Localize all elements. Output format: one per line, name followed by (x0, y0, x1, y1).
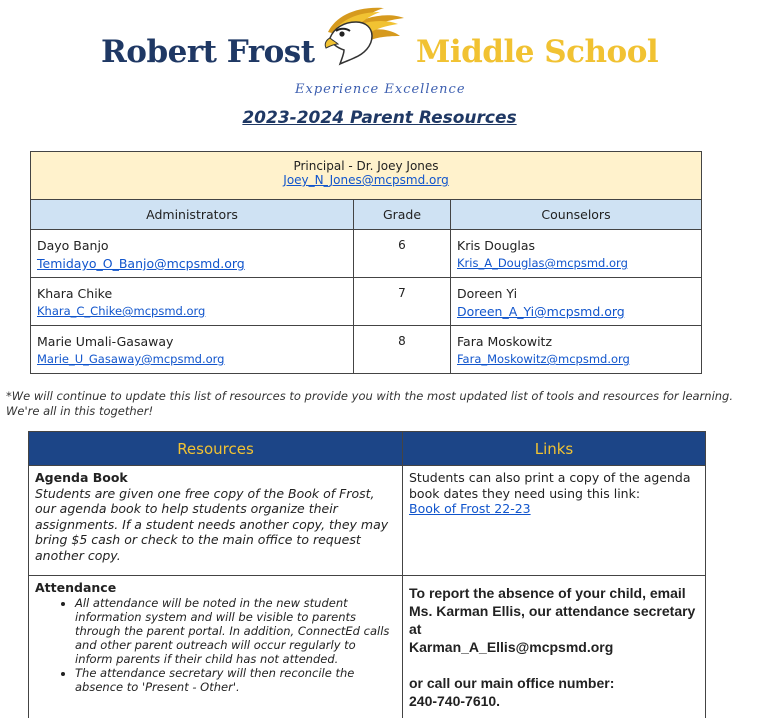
attendance-cell (29, 576, 403, 718)
grade-value: 8 (354, 326, 451, 374)
admin-email-link[interactable]: Temidayo_O_Banjo@mcpsmd.org (37, 256, 245, 271)
counselor-email-link[interactable]: Fara_Moskowitz@mcpsmd.org (457, 352, 630, 366)
header-administrators: Administrators (31, 200, 354, 230)
header-resources: Resources (29, 432, 403, 466)
office-phone: 240-740-7610. (409, 693, 501, 709)
resources-table (28, 431, 706, 718)
table-row (31, 230, 702, 278)
update-note: *We will continue to update this list of resources to provide you with the most updated list of tools and resources for learning. We're all in this together! (6, 389, 734, 418)
header-links: Links (403, 432, 706, 466)
counselor-email-link[interactable]: Doreen_A_Yi@mcpsmd.org (457, 304, 625, 319)
agenda-link-cell (403, 466, 706, 576)
school-name-right: Middle School (416, 34, 659, 70)
list-item: • All attendance will be noted in the new student information system and will be visible to parents through the parent portal. In addition, ConnectEd calls and other parent outreach will occur regularly to inform parents if their child has not attended. (75, 596, 396, 666)
eagle-mascot-icon (322, 4, 406, 66)
counselor-name: Kris Douglas (457, 238, 536, 253)
attendance-contact-cell (403, 576, 706, 718)
principal-label: Principal - Dr. Joey Jones (293, 159, 439, 173)
admin-name: Khara Chike (37, 286, 113, 301)
letterhead (0, 0, 759, 108)
admin-name: Marie Umali-Gasaway (37, 334, 174, 349)
counselor-name: Fara Moskowitz (457, 334, 553, 349)
counselor-email-link[interactable]: Kris_A_Douglas@mcpsmd.org (457, 256, 628, 270)
tagline: Experience Excellence (295, 82, 466, 97)
staff-table (30, 151, 702, 374)
principal-email-link[interactable]: Joey_N_Jones@mcpsmd.org (283, 173, 449, 187)
agenda-description: Students are given one free copy of the Book of Frost, our agenda book to help students organize their assignments. If a student needs another copy, they may bring $5 cash or check to the main office to request another copy. (35, 485, 389, 563)
principal-cell (31, 152, 702, 200)
attendance-contact-text: To report the absence of your child, email Ms. Karman Ellis, our attendance secretary at (409, 585, 696, 637)
header-grade: Grade (354, 200, 451, 230)
counselor-name: Doreen Yi (457, 286, 518, 301)
table-row (31, 278, 702, 326)
grade-value: 7 (354, 278, 451, 326)
admin-email-link[interactable]: Khara_C_Chike@mcpsmd.org (37, 304, 206, 318)
header-counselors: Counselors (451, 200, 702, 230)
grade-value: 6 (354, 230, 451, 278)
list-item: • The attendance secretary will then reconcile the absence to 'Present - Other'. (75, 666, 396, 694)
attendance-title: Attendance (35, 580, 117, 595)
school-name-left: Robert Frost (101, 34, 315, 70)
page-title: 2023-2024 Parent Resources (242, 108, 517, 128)
agenda-title: Agenda Book (35, 470, 128, 485)
agenda-link-text: Students can also print a copy of the agenda book dates they need using this link: (409, 470, 691, 501)
table-row (31, 326, 702, 374)
admin-name: Dayo Banjo (37, 238, 109, 253)
book-of-frost-link[interactable]: Book of Frost 22-23 (409, 501, 531, 516)
office-call-text: or call our main office number: (409, 675, 615, 691)
attendance-list (75, 596, 396, 694)
table-row (29, 466, 706, 576)
agenda-cell (29, 466, 403, 576)
attendance-email: Karman_A_Ellis@mcpsmd.org (409, 639, 614, 655)
admin-email-link[interactable]: Marie_U_Gasaway@mcpsmd.org (37, 352, 225, 366)
table-row (29, 576, 706, 718)
